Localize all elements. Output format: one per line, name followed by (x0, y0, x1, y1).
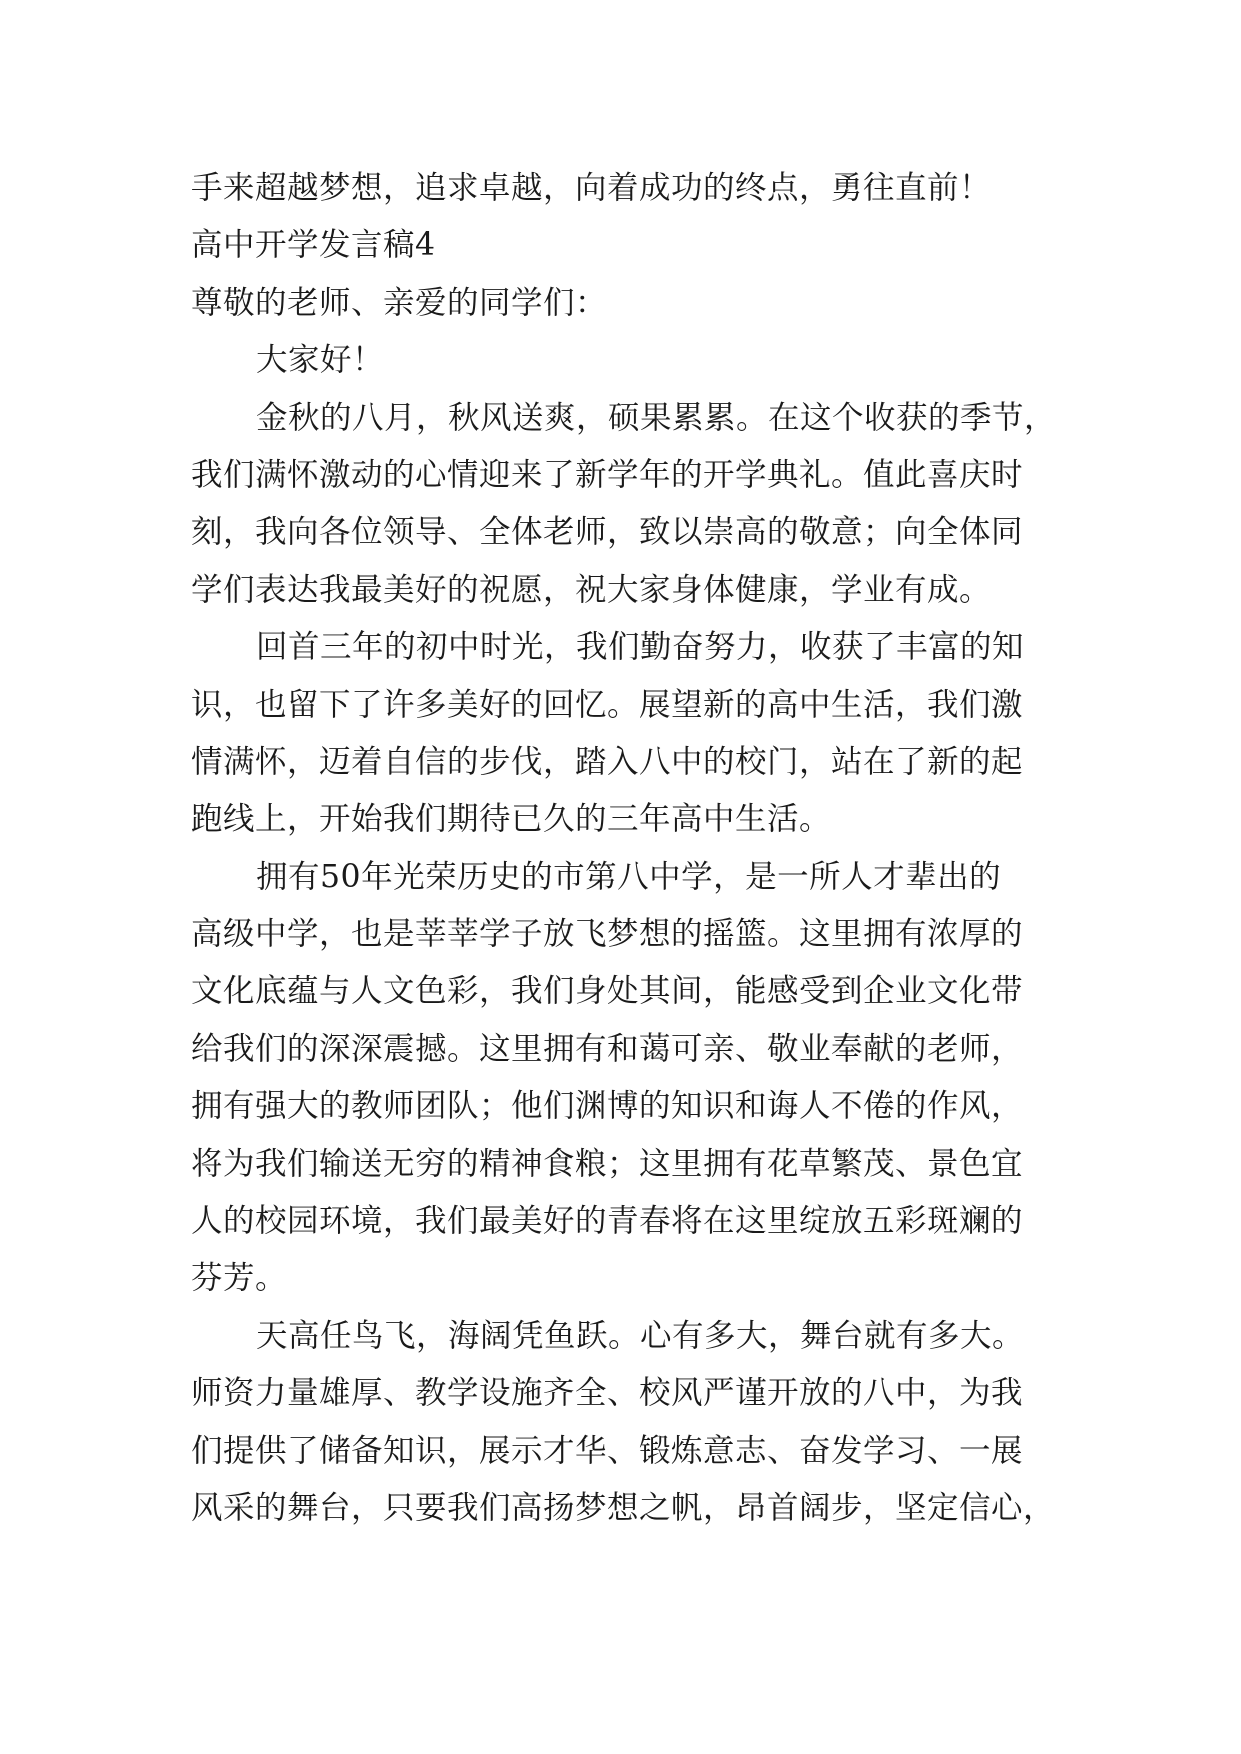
salutation: 尊敬的老师、亲爱的同学们： (191, 284, 608, 321)
text-line: 我们满怀激动的心情迎来了新学年的开学典礼。值此喜庆时 (191, 456, 1024, 493)
text-line: 师资力量雄厚、教学设施齐全、校风严谨开放的八中，为我 (191, 1375, 1024, 1412)
text-line: 拥有50年光荣历史的市第八中学，是一所人才辈出的 (256, 858, 1002, 895)
text-line: 风采的舞台，只要我们高扬梦想之帆，昂首阔步，坚定信心， (191, 1489, 1056, 1526)
text-line: 情满怀，迈着自信的步伐，踏入八中的校门，站在了新的起 (191, 743, 1024, 780)
text-line: 给我们的深深震撼。这里拥有和蔼可亲、敬业奉献的老师， (191, 1030, 1024, 1067)
text-line: 将为我们输送无穷的精神食粮；这里拥有花草繁茂、景色宜 (191, 1145, 1024, 1182)
text-line: 识，也留下了许多美好的回忆。展望新的高中生活，我们激 (191, 686, 1024, 723)
text-line: 刻，我向各位领导、全体老师，致以崇高的敬意；向全体同 (191, 514, 1024, 551)
section-heading: 高中开学发言稿4 (191, 227, 436, 264)
text-line: 天高任鸟飞，海阔凭鱼跃。心有多大，舞台就有多大。 (256, 1317, 1025, 1354)
text-line: 们提供了储备知识，展示才华、锻炼意志、奋发学习、一展 (191, 1432, 1024, 1469)
text-line: 高级中学，也是莘莘学子放飞梦想的摇篮。这里拥有浓厚的 (191, 916, 1024, 953)
text-line: 拥有强大的教师团队；他们渊博的知识和诲人不倦的作风， (191, 1088, 1024, 1125)
text-line: 金秋的八月，秋风送爽，硕果累累。在这个收获的季节， (256, 399, 1057, 436)
text-line: 文化底蕴与人文色彩，我们身处其间，能感受到企业文化带 (191, 973, 1024, 1010)
text-line: 跑线上，开始我们期待已久的三年高中生活。 (191, 801, 832, 838)
text-line: 学们表达我最美好的祝愿，祝大家身体健康，学业有成。 (191, 571, 992, 608)
text-line: 回首三年的初中时光，我们勤奋努力，收获了丰富的知 (256, 629, 1025, 666)
text-line: 芬芳。 (191, 1260, 288, 1297)
greeting: 大家好！ (256, 342, 385, 379)
text-line: 人的校园环境，我们最美好的青春将在这里绽放五彩斑斓的 (191, 1203, 1024, 1240)
document-body (191, 160, 1071, 1537)
text-line: 手来超越梦想，追求卓越，向着成功的终点，勇往直前！ (191, 170, 992, 206)
